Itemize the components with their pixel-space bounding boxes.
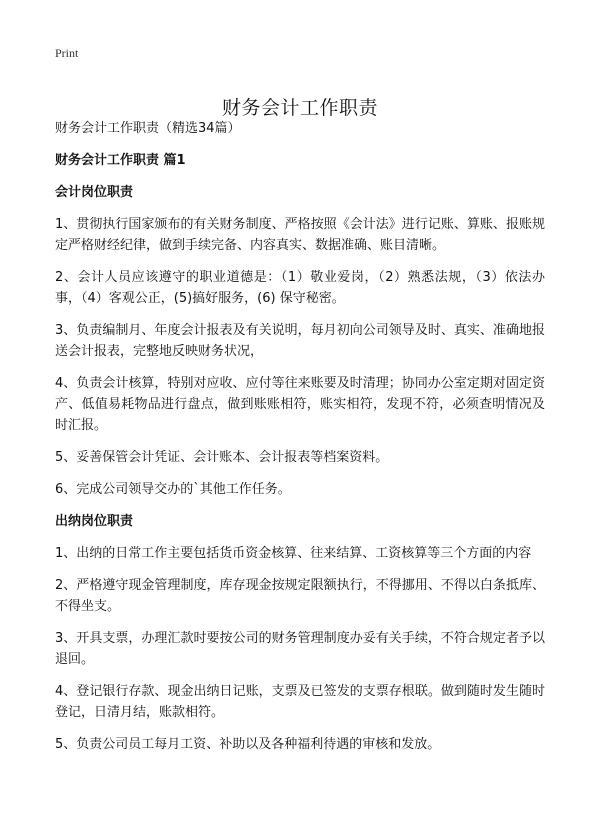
document-subtitle: 财务会计工作职责（精选34篇） [55, 121, 241, 136]
print-label: Print [55, 46, 79, 60]
article-heading: 财务会计工作职责 篇1 [55, 153, 186, 168]
section-heading-cashier: 出纳岗位职责 [55, 514, 134, 529]
accounting-duty-item: 1、贯彻执行国家颁布的有关财务制度、严格按照《会计法》进行记账、算账、报账规定严格财经纪律，做到手续完备、内容真实、数据准确、账目清晰。 [55, 217, 545, 253]
document-body [55, 118, 545, 766]
page-title: 财务会计工作职责 [221, 96, 378, 119]
accounting-duty-item: 6、完成公司领导交办的`其他工作任务。 [55, 482, 291, 497]
cashier-duty-item: 2、严格遵守现金管理制度，库存现金按规定限额执行，不得挪用、不得以白条抵库、不得坐支。 [55, 578, 545, 614]
cashier-duty-item: 1、出纳的日常工作主要包括货币资金核算、往来结算、工资核算等三个方面的内容 [55, 546, 532, 561]
section-heading-accounting: 会计岗位职责 [55, 185, 134, 200]
cashier-duty-item: 4、登记银行存款、现金出纳日记账，支票及已签发的支票存根联。做到随时发生随时登记，日清月结，账款相符。 [55, 684, 545, 720]
accounting-duty-item: 3、负责编制月、年度会计报表及有关说明，每月初向公司领导及时、真实、准确地报送会计报表，完整地反映财务状况， [55, 323, 545, 359]
cashier-duty-item: 3、开具支票，办理汇款时要按公司的财务管理制度办妥有关手续，不符合规定者予以退回。 [55, 631, 545, 667]
accounting-duty-item: 4、负责会计核算，特别对应收、应付等往来账要及时清理；协同办公室定期对固定资产、低值易耗物品进行盘点，做到账账相符，账实相符，发现不符，必须查明情况及时汇报。 [55, 376, 545, 433]
accounting-duty-item: 5、妥善保管会计凭证、会计账本、会计报表等档案资料。 [55, 450, 389, 465]
cashier-duty-item: 5、负责公司员工每月工资、补助以及各种福利待遇的审核和发放。 [55, 737, 441, 752]
accounting-duty-item: 2、会计人员应该遵守的职业道德是：（1）敬业爱岗，（2）熟悉法规，（3）依法办事，（4）客观公正，(5)搞好服务，(6) 保守秘密。 [55, 270, 545, 306]
